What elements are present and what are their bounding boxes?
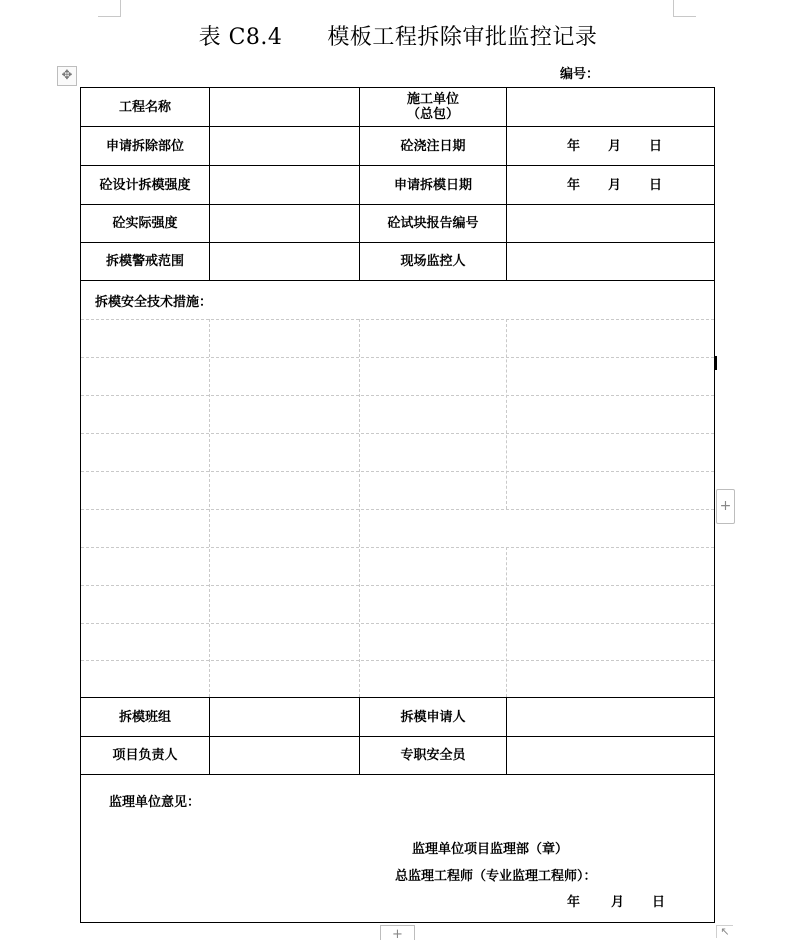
gridline (81, 660, 714, 661)
removal-date-label: 申请拆模日期 (393, 177, 472, 193)
removal-applicant-label: 拆模申请人 (400, 709, 466, 725)
pour-date-label: 砼浇注日期 (400, 138, 466, 154)
row-divider (81, 280, 714, 281)
approval-table (80, 87, 715, 923)
safety-officer-label: 专职安全员 (400, 748, 466, 763)
chief-engineer-label: 总监理工程师（专业监理工程师）： (395, 869, 597, 884)
formwork-team-field[interactable] (210, 698, 359, 736)
supervision-day-label: 日 (652, 895, 666, 910)
pour-date-field[interactable] (507, 127, 714, 165)
plus-icon[interactable]: + (380, 925, 415, 940)
site-monitor-field[interactable] (507, 243, 714, 280)
project-name-label: 工程名称 (118, 99, 171, 115)
row-divider (81, 774, 714, 775)
month-label: 月 (607, 177, 621, 193)
gridline (81, 357, 714, 358)
page-corner-top-right (673, 0, 696, 17)
gridline (81, 433, 714, 434)
resize-icon[interactable]: ↖ (716, 925, 733, 938)
gridline (506, 319, 507, 509)
project-leader-label: 项目负责人 (112, 748, 178, 763)
design-strength-field[interactable] (210, 166, 359, 204)
supervision-month-label: 月 (611, 895, 625, 910)
actual-strength-field[interactable] (210, 205, 359, 242)
move-icon[interactable]: ✥ (57, 66, 77, 86)
test-report-number-field[interactable] (507, 205, 714, 242)
removal-date-field[interactable] (507, 166, 714, 204)
gridline (209, 319, 210, 697)
actual-strength-label: 砼实际强度 (112, 216, 178, 231)
year-label: 年 (567, 177, 581, 193)
month-label: 月 (607, 138, 621, 154)
serial-number-label: 编号： (560, 67, 600, 82)
supervision-opinion-label: 监理单位意见： (109, 795, 201, 810)
safety-measures-label: 拆模安全技术措施： (95, 295, 213, 310)
gridline (81, 509, 714, 510)
gridline (81, 585, 714, 586)
gridline (359, 319, 360, 697)
gridline (506, 547, 507, 697)
day-label: 日 (648, 138, 662, 154)
warning-range-label: 拆模警戒范围 (105, 254, 184, 269)
formwork-team-label: 拆模班组 (118, 709, 171, 725)
gridline (81, 319, 714, 320)
contractor-label-line1: 施工单位 (406, 92, 459, 107)
contractor-field[interactable] (507, 88, 714, 126)
text-cursor (714, 356, 717, 370)
safety-officer-field[interactable] (507, 737, 714, 774)
project-leader-field[interactable] (210, 737, 359, 774)
page-title: 表 C8.4 模板工程拆除审批监控记录 (198, 25, 598, 50)
site-monitor-label: 现场监控人 (400, 254, 466, 269)
design-strength-label: 砼设计拆模强度 (99, 177, 191, 193)
removal-location-field[interactable] (210, 127, 359, 165)
gridline (81, 395, 714, 396)
day-label: 日 (648, 177, 662, 193)
gridline (81, 623, 714, 624)
removal-location-label: 申请拆除部位 (105, 138, 184, 154)
removal-applicant-field[interactable] (507, 698, 714, 736)
supervision-year-label: 年 (567, 895, 581, 910)
gridline (81, 547, 714, 548)
contractor-label (360, 88, 506, 126)
page-corner-top-left (98, 0, 121, 17)
contractor-label-line2: （总包） (406, 107, 459, 122)
plus-icon[interactable]: + (716, 489, 735, 524)
test-report-number-label: 砼试块报告编号 (387, 216, 479, 231)
warning-range-field[interactable] (210, 243, 359, 280)
supervision-department-label: 监理单位项目监理部（章） (412, 842, 569, 857)
gridline (81, 471, 714, 472)
project-name-field[interactable] (210, 88, 359, 126)
year-label: 年 (567, 138, 581, 154)
